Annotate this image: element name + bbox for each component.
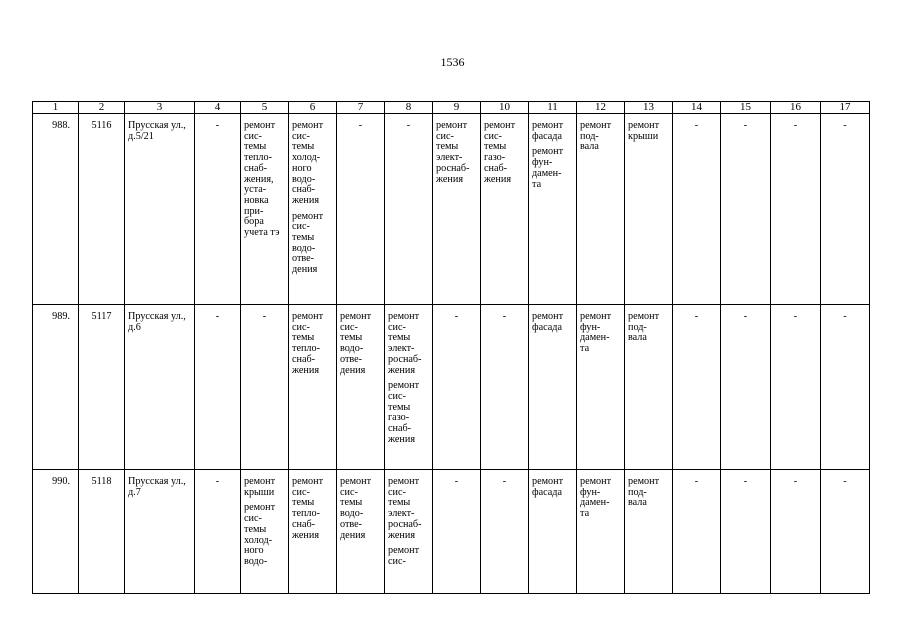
work-item: ремонт под- вала — [580, 120, 612, 153]
cell — [433, 114, 481, 305]
header-row — [33, 102, 870, 114]
col-header: 9 — [433, 102, 481, 114]
address: Прусская ул., д.5/21 — [125, 114, 195, 305]
cell: - — [195, 114, 241, 305]
work-item: ремонт крыши — [628, 120, 660, 142]
cell — [289, 470, 337, 594]
page-number: 1536 — [440, 55, 465, 69]
cell: - — [195, 470, 241, 594]
object-code: 5116 — [79, 114, 125, 305]
work-item: ремонт сис- темы элект- роснаб- жения — [388, 311, 422, 376]
cell: - — [821, 114, 870, 305]
work-item: ремонт фасада — [532, 476, 564, 498]
col-header: 14 — [673, 102, 721, 114]
cell — [481, 114, 529, 305]
col-header: 11 — [529, 102, 577, 114]
cell: - — [821, 305, 870, 470]
cell: - — [771, 305, 821, 470]
cell — [625, 114, 673, 305]
work-item: ремонт фасада — [532, 120, 564, 142]
work-item: ремонт фасада — [532, 311, 564, 333]
cell: - — [721, 470, 771, 594]
address: Прусская ул., д.7 — [125, 470, 195, 594]
cell: - — [337, 114, 385, 305]
work-item: ремонт крыши — [244, 476, 276, 498]
cell: - — [385, 114, 433, 305]
row-number: 988. — [33, 114, 79, 305]
col-header: 1 — [33, 102, 79, 114]
table-row — [33, 470, 870, 594]
table-row — [33, 305, 870, 470]
cell — [385, 470, 433, 594]
cell — [241, 470, 289, 594]
cell — [241, 114, 289, 305]
cell — [337, 305, 385, 470]
work-item: ремонт сис- темы газо- снаб- жения — [484, 120, 516, 185]
row-number: 990. — [33, 470, 79, 594]
work-item: ремонт сис- темы элект- роснаб- жения — [436, 120, 470, 185]
cell: - — [721, 114, 771, 305]
work-item: ремонт сис- темы тепло- снаб- жения, уста- новка при- бора учета тэ — [244, 120, 280, 239]
repair-schedule-table — [32, 101, 870, 594]
object-code: 5117 — [79, 305, 125, 470]
col-header: 12 — [577, 102, 625, 114]
address: Прусская ул., д.6 — [125, 305, 195, 470]
cell — [625, 470, 673, 594]
cell: - — [241, 305, 289, 470]
cell — [577, 305, 625, 470]
work-item: ремонт фун- дамен- та — [580, 476, 612, 520]
cell — [625, 305, 673, 470]
col-header: 8 — [385, 102, 433, 114]
col-header: 6 — [289, 102, 337, 114]
row-number: 989. — [33, 305, 79, 470]
cell — [337, 470, 385, 594]
col-header: 15 — [721, 102, 771, 114]
cell: - — [821, 470, 870, 594]
cell — [289, 114, 337, 305]
cell — [529, 114, 577, 305]
cell: - — [673, 470, 721, 594]
work-item: ремонт сис- темы водо- отве- дения — [340, 311, 372, 376]
cell: - — [433, 470, 481, 594]
cell — [289, 305, 337, 470]
cell — [385, 305, 433, 470]
col-header: 17 — [821, 102, 870, 114]
col-header: 7 — [337, 102, 385, 114]
cell: - — [433, 305, 481, 470]
cell — [529, 305, 577, 470]
cell — [577, 470, 625, 594]
cell: - — [771, 470, 821, 594]
col-header: 16 — [771, 102, 821, 114]
cell: - — [195, 305, 241, 470]
cell — [577, 114, 625, 305]
cell: - — [721, 305, 771, 470]
work-item: ремонт сис- темы газо- снаб- жения — [388, 380, 420, 445]
object-code: 5118 — [79, 470, 125, 594]
work-item: ремонт под- вала — [628, 476, 660, 509]
work-item: ремонт сис- — [388, 545, 420, 567]
work-item: ремонт сис- темы элект- роснаб- жения — [388, 476, 422, 541]
table-row — [33, 114, 870, 305]
work-item: ремонт сис- темы холод- ного водо- снаб- жения — [292, 120, 324, 206]
cell — [529, 470, 577, 594]
work-item: ремонт сис- темы водо- отве- дения — [340, 476, 372, 541]
work-item: ремонт под- вала — [628, 311, 660, 344]
work-item: ремонт сис- темы водо- отве- дения — [292, 210, 324, 276]
work-item: ремонт фун- дамен- та — [580, 311, 612, 355]
work-item: ремонт сис- темы тепло- снаб- жения — [292, 476, 324, 541]
col-header: 13 — [625, 102, 673, 114]
col-header: 5 — [241, 102, 289, 114]
cell: - — [673, 114, 721, 305]
col-header: 3 — [125, 102, 195, 114]
cell: - — [481, 470, 529, 594]
cell: - — [771, 114, 821, 305]
col-header: 4 — [195, 102, 241, 114]
col-header: 10 — [481, 102, 529, 114]
cell: - — [673, 305, 721, 470]
col-header: 2 — [79, 102, 125, 114]
work-item: ремонт сис- темы холод- ного водо- — [244, 502, 276, 567]
cell: - — [481, 305, 529, 470]
work-item: ремонт сис- темы тепло- снаб- жения — [292, 311, 324, 376]
work-item: ремонт фун- дамен- та — [532, 146, 564, 190]
